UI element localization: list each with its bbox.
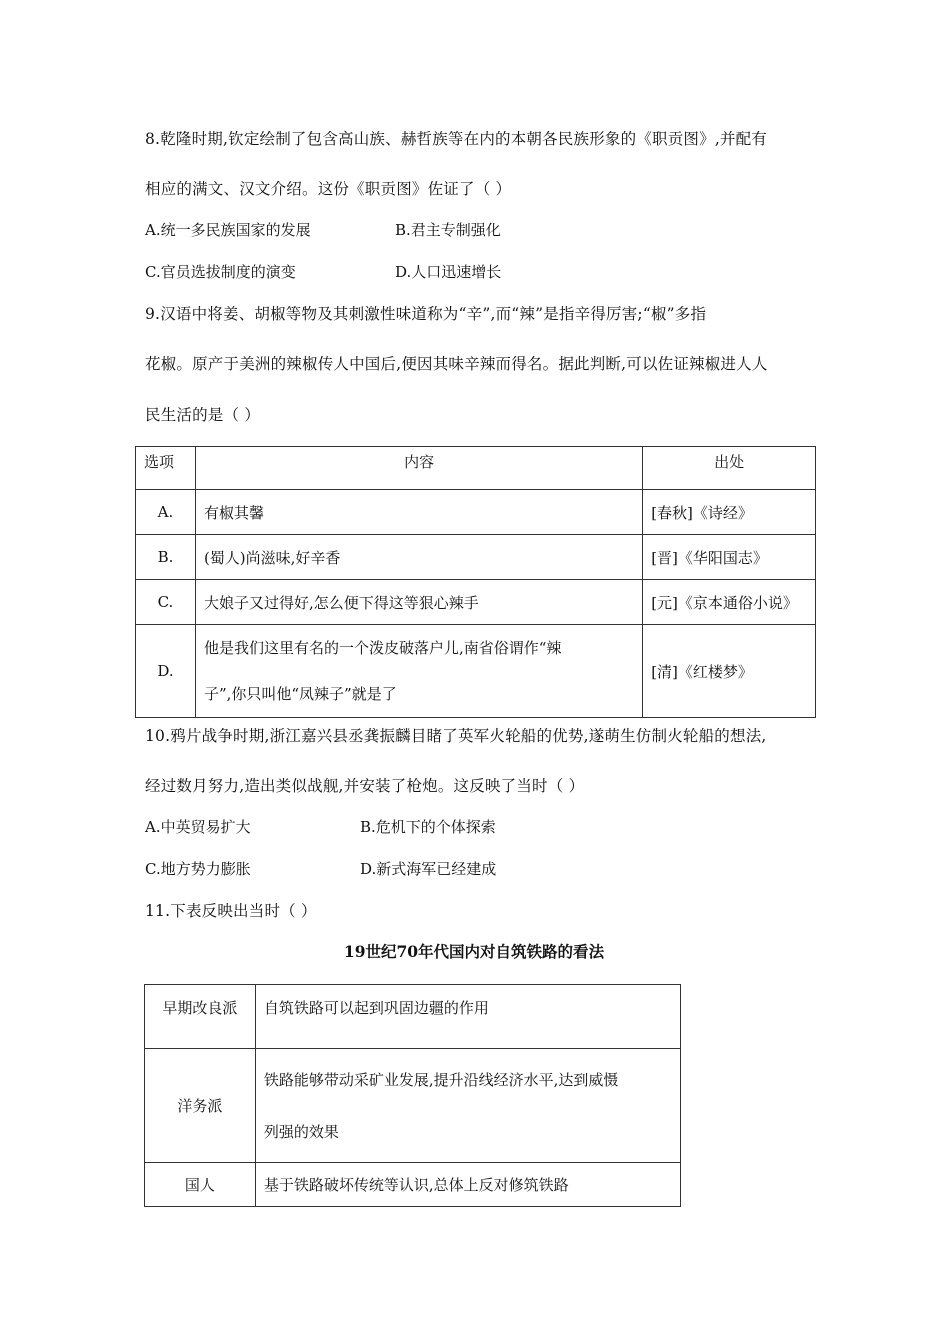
q8-option-a: A.统一多民族国家的发展 — [145, 221, 311, 239]
row-westernization-view — [255, 1049, 680, 1163]
row-b-option: B. — [136, 535, 196, 580]
table-row — [136, 490, 816, 535]
row-d-source: [清]《红楼梦》 — [643, 625, 816, 718]
q10-option-a: A.中英贸易扩大 — [145, 818, 251, 836]
row-d-content-line2: 子”,你只叫他“凤辣子”就是了 — [203, 685, 397, 703]
row-c-content: 大娘子又过得好,怎么便下得这等狠心辣手 — [195, 580, 642, 625]
q9-stem-line3: 民生活的是（ ） — [145, 406, 261, 424]
row-d-content — [195, 625, 642, 718]
table-row — [145, 985, 681, 1049]
q10-option-d: D.新式海军已经建成 — [360, 860, 497, 878]
q10-option-b: B.危机下的个体探索 — [360, 818, 496, 836]
q8-stem-line1: 8.乾隆时期,钦定绘制了包含高山族、赫哲族等在内的本朝各民族形象的《职贡图》,并配有 — [145, 130, 768, 148]
row-a-option: A. — [136, 490, 196, 535]
row-westernization-view-line2: 列强的效果 — [263, 1122, 339, 1141]
q10-stem-line2: 经过数月努力,造出类似战舰,并安装了枪炮。这反映了当时（ ） — [145, 777, 585, 795]
row-c-source: [元]《京本通俗小说》 — [643, 580, 816, 625]
q8-option-c: C.官员选拔制度的演变 — [145, 263, 296, 281]
row-public-group: 国人 — [145, 1163, 256, 1207]
table-row — [136, 535, 816, 580]
q10-stem-line1: 10.鸦片战争时期,浙江嘉兴县丞龚振麟目睹了英军火轮船的优势,遂萌生仿制火轮船的想法, — [145, 727, 767, 745]
row-westernization-view-line1: 铁路能够带动采矿业发展,提升沿线经济水平,达到威慑 — [263, 1070, 619, 1089]
row-a-content: 有椒其馨 — [195, 490, 642, 535]
row-c-option: C. — [136, 580, 196, 625]
row-reformists-group: 早期改良派 — [145, 985, 256, 1049]
row-westernization-group: 洋务派 — [145, 1049, 256, 1163]
table-row — [145, 1163, 681, 1207]
q11-table-caption: 19世纪70年代国内对自筑铁路的看法 — [343, 942, 605, 961]
row-a-source: [春秋]《诗经》 — [643, 490, 816, 535]
row-b-source: [晋]《华阳国志》 — [643, 535, 816, 580]
row-d-content-line1: 他是我们这里有名的一个泼皮破落户儿,南省俗谓作“辣 — [203, 639, 562, 657]
q10-option-c: C.地方势力膨胀 — [145, 860, 251, 878]
q8-stem-line2: 相应的满文、汉文介绍。这份《职贡图》佐证了（ ） — [145, 180, 512, 198]
header-option: 选项 — [136, 447, 196, 490]
table-header-row — [136, 447, 816, 490]
q11-table — [144, 984, 681, 1207]
header-content: 内容 — [195, 447, 642, 490]
row-public-view: 基于铁路破坏传统等认识,总体上反对修筑铁路 — [255, 1163, 680, 1207]
header-source: 出处 — [643, 447, 816, 490]
q11-stem: 11.下表反映出当时（ ） — [145, 902, 317, 920]
row-d-option: D. — [136, 625, 196, 718]
q9-table — [135, 446, 816, 718]
q8-option-b: B.君主专制强化 — [395, 221, 501, 239]
q9-stem-line2: 花椒。原产于美洲的辣椒传人中国后,便因其味辛辣而得名。据此判断,可以佐证辣椒进人人 — [145, 355, 768, 373]
row-reformists-view: 自筑铁路可以起到巩固边疆的作用 — [255, 985, 680, 1049]
q8-option-d: D.人口迅速增长 — [395, 263, 502, 281]
table-row — [136, 580, 816, 625]
table-row — [136, 625, 816, 718]
table-row — [145, 1049, 681, 1163]
q9-stem-line1: 9.汉语中将姜、胡椒等物及其刺激性味道称为“辛”,而“辣”是指辛得厉害;“椒”多指 — [145, 305, 707, 323]
row-b-content: (蜀人)尚滋味,好辛香 — [195, 535, 642, 580]
